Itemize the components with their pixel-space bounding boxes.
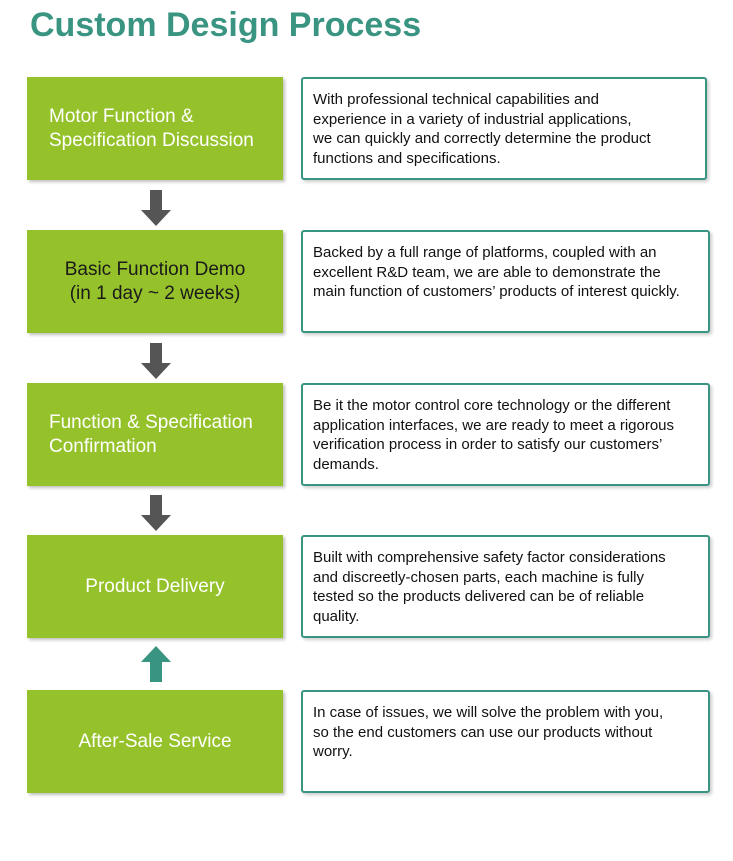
description-line: application interfaces, we are ready to meet a rigorous (313, 416, 675, 434)
description-line: quality. (313, 607, 360, 625)
description-line: functions and specifications. (313, 149, 501, 167)
step-product-delivery (27, 535, 283, 638)
step-label-line: Motor Function & (49, 105, 194, 127)
description-line: Backed by a full range of platforms, coupled with an (313, 244, 657, 261)
description-line: verification process in order to satisfy our customers’ (313, 436, 663, 453)
step-label-line: Function & Specification (49, 411, 253, 433)
description-line: Be it the motor control core technology or the different (313, 397, 671, 414)
arrow-down-icon (141, 343, 171, 379)
description-line: In case of issues, we will solve the problem with you, (313, 704, 664, 721)
step-basic-function-demo (27, 230, 283, 333)
description-line: so the end customers can use our products without (313, 723, 653, 741)
step-label-line: After-Sale Service (78, 730, 232, 752)
step-description-box (301, 230, 710, 333)
description-line: we can quickly and correctly determine the product (313, 130, 651, 147)
description-line: worry. (313, 743, 353, 760)
description-line: excellent R&D team, we are able to demonstrate the (313, 263, 661, 281)
step-label-line: Specification Discussion (49, 129, 254, 151)
arrow-down-icon (141, 190, 171, 226)
step-description-box (301, 535, 710, 638)
step-after-sale-service (27, 690, 283, 793)
arrow-down-icon (141, 495, 171, 531)
step-description-box (301, 77, 707, 180)
step-label-line: Confirmation (49, 435, 157, 457)
step-label-line: Product Delivery (85, 575, 225, 597)
step-label-line: Basic Function Demo (64, 258, 246, 280)
step-description-box (301, 383, 710, 486)
description-line: demands. (313, 455, 379, 473)
description-line: experience in a variety of industrial applications, (313, 110, 632, 128)
description-line: main function of customers’ products of interest quickly. (313, 283, 680, 300)
description-line: With professional technical capabilities and (313, 91, 599, 108)
description-line: Built with comprehensive safety factor considerations (313, 549, 666, 566)
step-label-line: (in 1 day ~ 2 weeks) (69, 282, 241, 304)
arrow-up-icon (141, 646, 171, 682)
description-line: and discreetly-chosen parts, each machine is fully (313, 568, 644, 586)
description-line: tested so the products delivered can be of reliable (313, 588, 645, 605)
step-description-box (301, 690, 710, 793)
step-function-specification-confirmation (27, 383, 283, 486)
step-motor-function-discussion (27, 77, 283, 180)
page-title: Custom Design Process (30, 6, 422, 44)
